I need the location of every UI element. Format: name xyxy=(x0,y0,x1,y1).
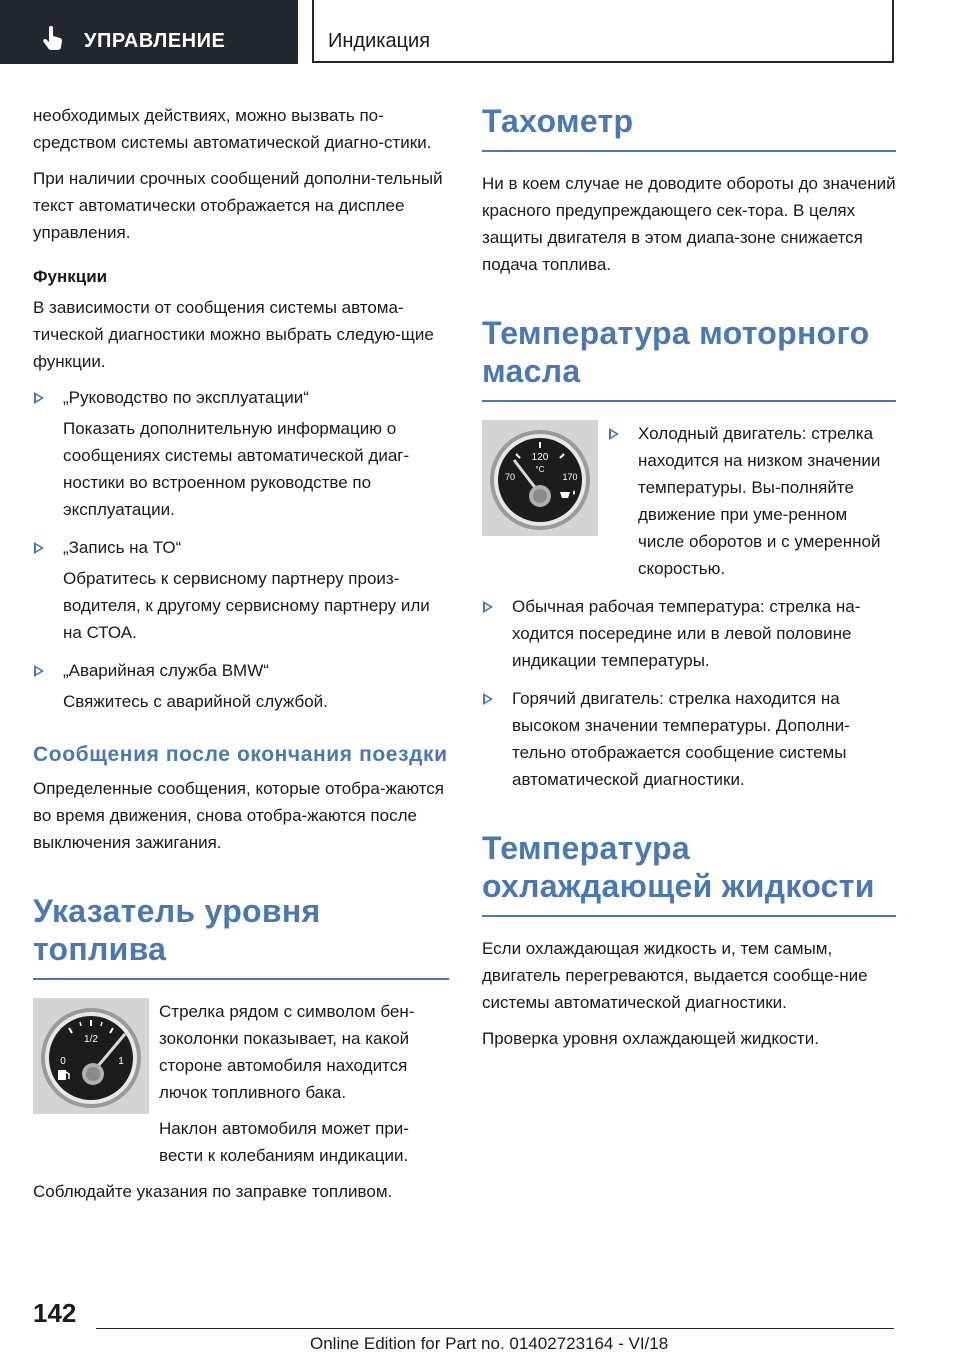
fuel-gauge-icon xyxy=(33,998,149,1114)
gauge-label-low: 70 xyxy=(504,472,516,482)
paragraph: Наклон автомобиля может при-вести к колебаниям индикации. xyxy=(159,1119,409,1165)
paragraph: необходимых действиях, можно вызвать по-средством системы автоматической диагно-стики. xyxy=(33,106,432,152)
oil-temperature-list-continued xyxy=(482,593,896,793)
tachometer-heading: Тахометр xyxy=(482,102,896,152)
fuel-gauge-image xyxy=(33,998,149,1114)
oil-gauge-image xyxy=(482,420,598,536)
fuel-gauge-figure xyxy=(33,998,449,1169)
triangle-bullet-icon xyxy=(34,665,44,677)
oil-temperature-heading: Температура моторного масла xyxy=(482,314,896,402)
right-column xyxy=(482,102,896,1061)
triangle-bullet-icon xyxy=(483,693,493,705)
list-item xyxy=(33,384,449,523)
list-item-text: Показать дополнительную информацию о сообщениях системы автоматической диаг-ностики во встроенном руководстве по эксплуатации. xyxy=(63,419,410,519)
paragraph: Ни в коем случае не доводите обороты до значений красного предупреждающего сек-тора. В целях защиты двигателя в этом диапа-зоне снижается подача топлива. xyxy=(482,174,896,274)
gauge-label-unit: °C xyxy=(535,465,545,474)
subsection-tab xyxy=(312,0,894,63)
gauge-label-mid: 120 xyxy=(531,452,549,463)
edition-text: Online Edition for Part no. 01402723164 - VI/18 xyxy=(310,1334,669,1353)
triangle-bullet-icon xyxy=(609,428,619,440)
oil-temperature-gauge-icon xyxy=(482,420,598,536)
gauge-label-full: 1 xyxy=(118,1056,124,1067)
gauge-label-high: 170 xyxy=(562,472,578,482)
list-item xyxy=(482,685,896,793)
list-item-title: „Аварийная служба BMW“ xyxy=(63,661,269,680)
paragraph: Соблюдайте указания по заправке топливом. xyxy=(33,1182,393,1201)
paragraph: Стрелка рядом с символом бен-зоколонки показывает, на какой стороне автомобиля находится лючок топливного бака. xyxy=(159,1002,415,1102)
list-item-text: Обычная рабочая температура: стрелка на-ходится посередине или в левой половине индикации температуры. xyxy=(512,597,861,670)
gauge-label-half: 1/2 xyxy=(84,1034,98,1045)
list-item-text: Холодный двигатель: стрелка находится на низком значении температуры. Вы-полняйте движение при уме-ренном числе оборотов и с умеренной скоростью. xyxy=(638,424,881,578)
left-column xyxy=(33,102,449,1214)
footer-divider xyxy=(96,1328,894,1329)
gauge-label-empty: 0 xyxy=(60,1056,66,1067)
paragraph: В зависимости от сообщения системы автома-тической диагностики можно выбрать следую-щие функции. xyxy=(33,298,434,371)
paragraph: Проверка уровня охлаждающей жидкости. xyxy=(482,1029,819,1048)
oil-gauge-figure xyxy=(482,420,896,582)
subsection-title: Индикация xyxy=(328,30,431,52)
coolant-temperature-heading: Температура охлаждающей жидкости xyxy=(482,829,896,917)
list-item xyxy=(482,593,896,674)
fuel-gauge-heading: Указатель уровня топлива xyxy=(33,892,449,980)
functions-heading: Функции xyxy=(33,267,108,286)
list-item xyxy=(33,534,449,646)
list-item xyxy=(33,657,449,715)
list-item-text: Свяжитесь с аварийной службой. xyxy=(63,692,328,711)
list-item-text: Обратитесь к сервисному партнеру произ-водителя, к другому сервисному партнеру или на СТОА. xyxy=(63,569,430,642)
page-number: 142 xyxy=(33,1298,77,1328)
paragraph: Если охлаждающая жидкость и, тем самым, двигатель перегреваются, выдается сообще-ние системы автоматической диагностики. xyxy=(482,939,868,1012)
hand-pointer-icon xyxy=(40,25,66,51)
list-item xyxy=(608,420,896,582)
triangle-bullet-icon xyxy=(34,542,44,554)
list-item-title: „Руководство по эксплуатации“ xyxy=(63,388,309,407)
triangle-bullet-icon xyxy=(34,392,44,404)
paragraph: При наличии срочных сообщений дополни-тельный текст автоматически отображается на дисплее управления. xyxy=(33,169,443,242)
list-item-text: Горячий двигатель: стрелка находится на высоком значении температуры. Дополни-тельно отображается сообщение системы автоматической диагностики. xyxy=(512,689,850,789)
paragraph: Определенные сообщения, которые отобра-жаются во время движения, снова отобра-жаются после выключения зажигания. xyxy=(33,779,444,852)
list-item-title: „Запись на ТО“ xyxy=(63,538,182,557)
section-title: УПРАВЛЕНИЕ xyxy=(84,30,226,52)
section-tab xyxy=(0,0,298,64)
after-trip-heading: Сообщения после окончания поездки xyxy=(33,743,448,766)
triangle-bullet-icon xyxy=(483,601,493,613)
functions-list xyxy=(33,384,449,715)
